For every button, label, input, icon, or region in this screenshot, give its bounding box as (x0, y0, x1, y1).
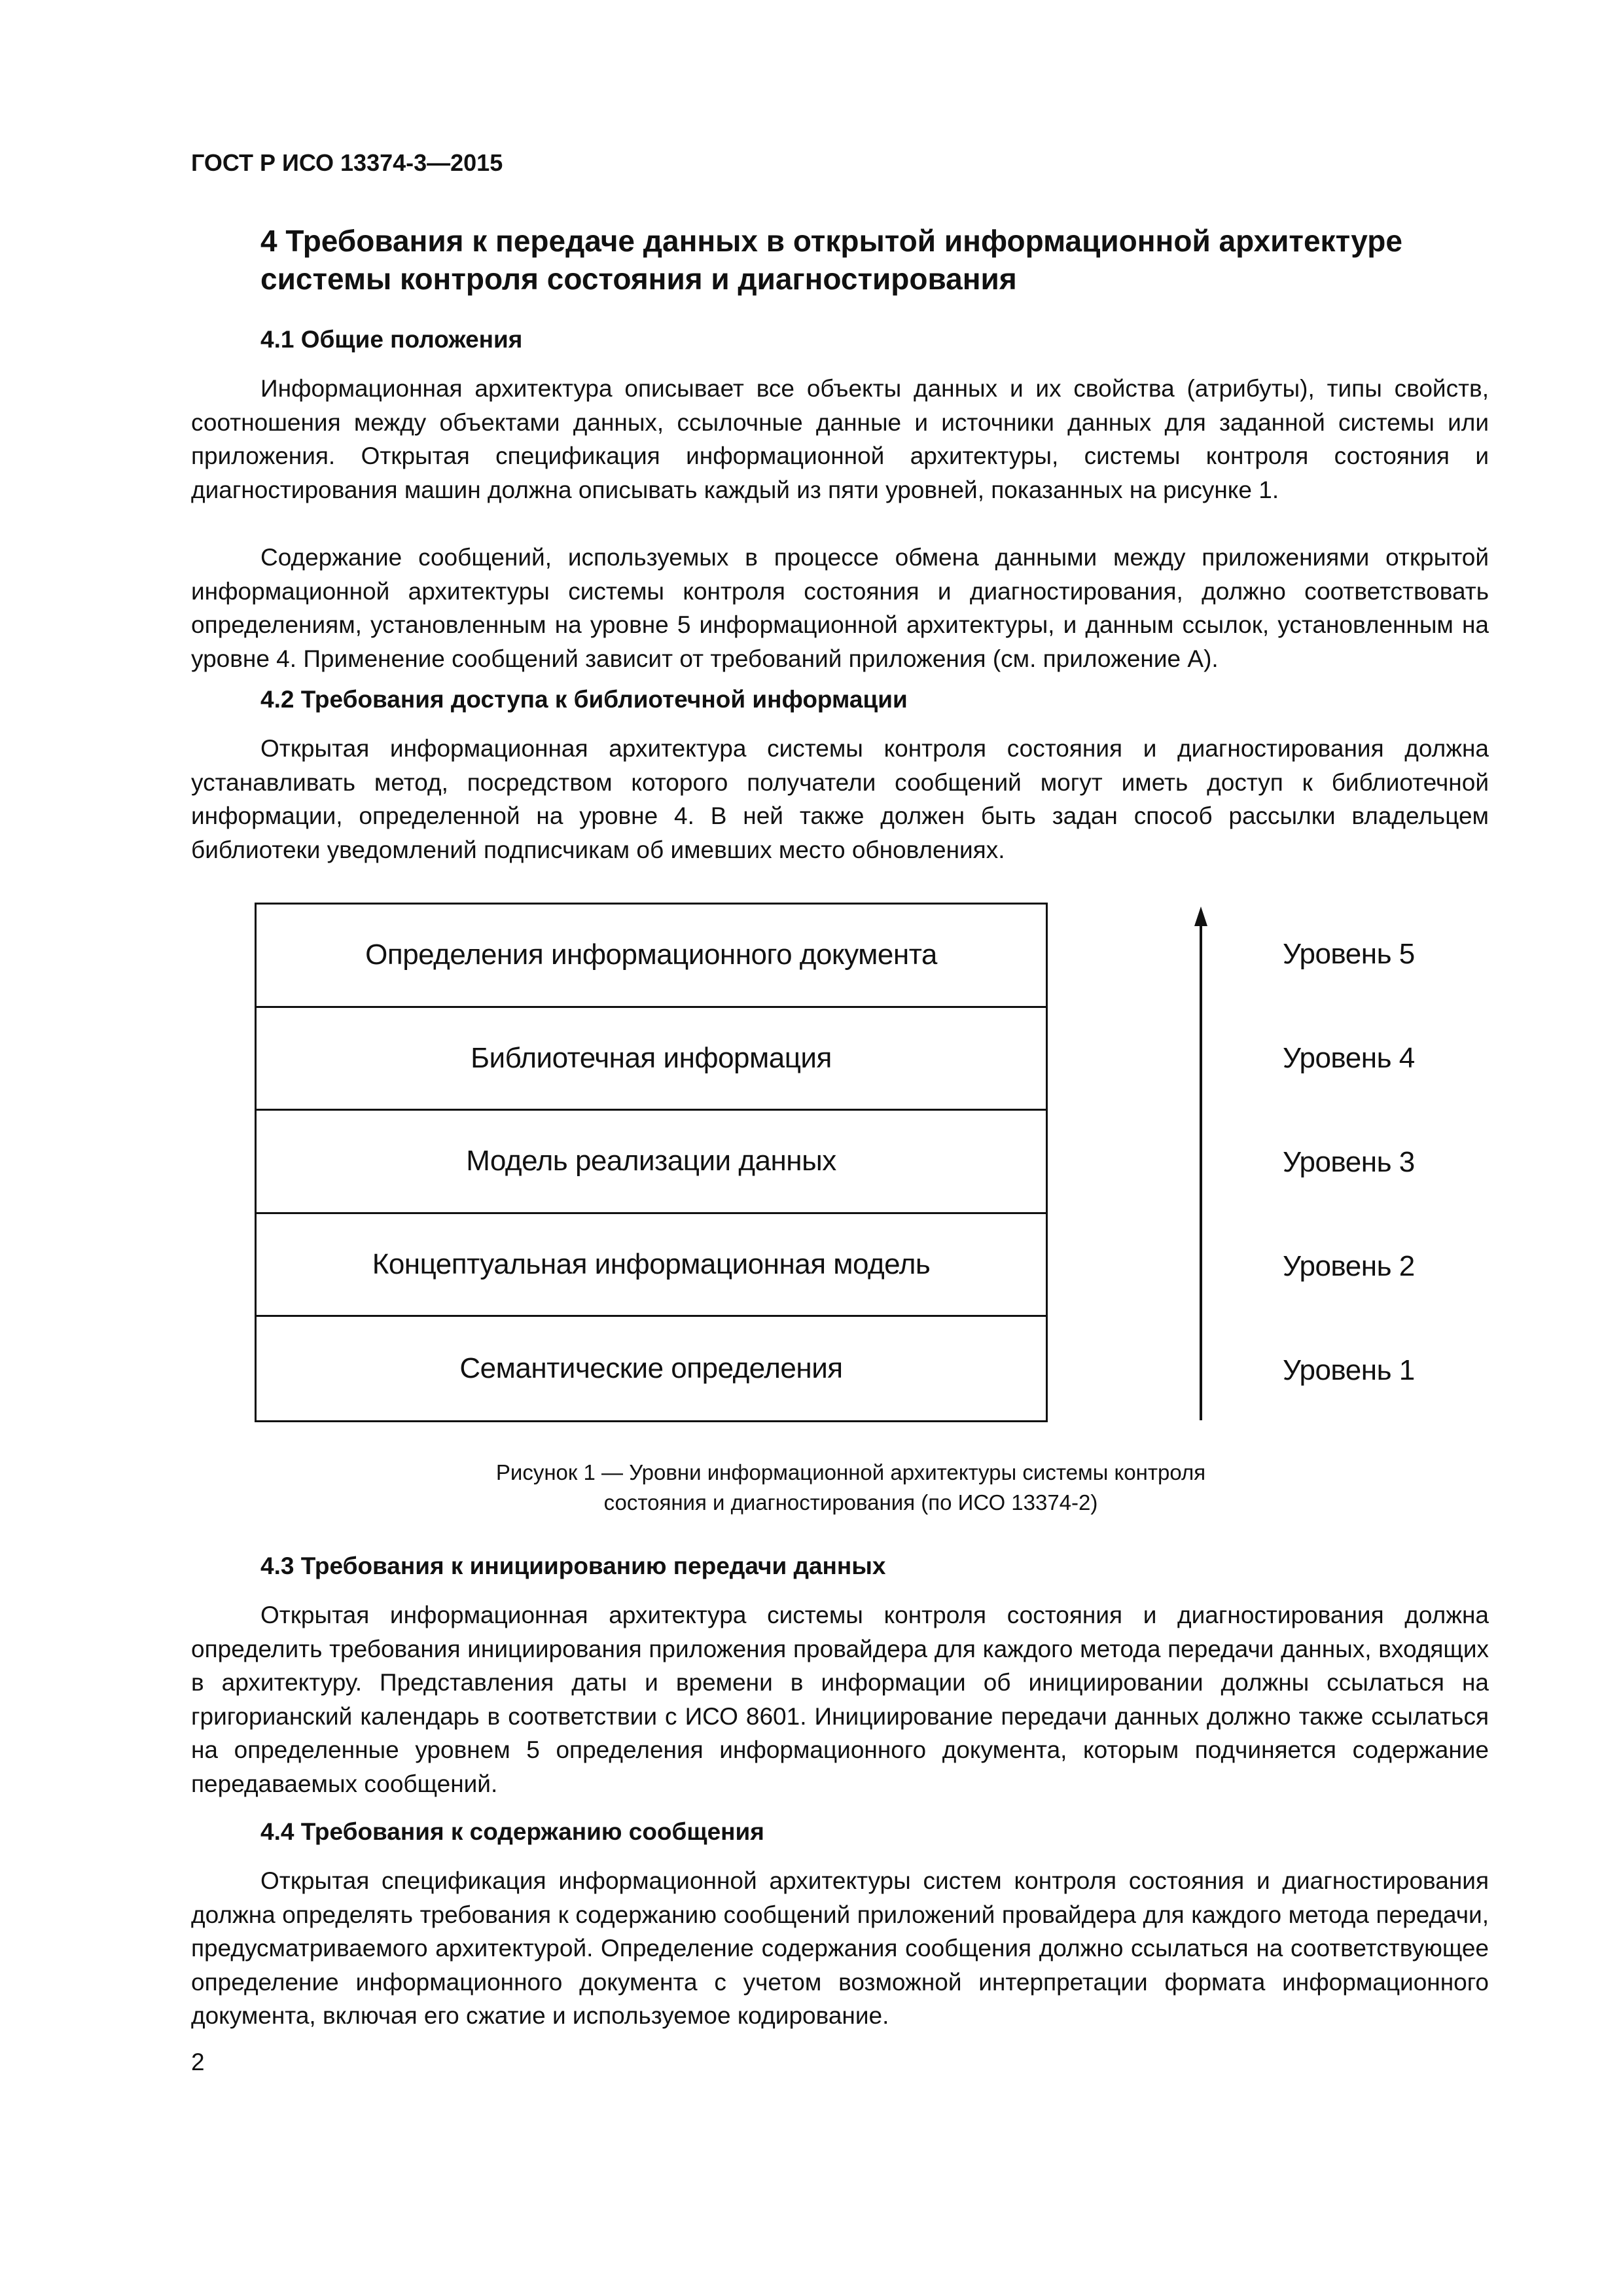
paragraph-4-1-1 (191, 372, 1489, 507)
level-labels (1283, 903, 1479, 1422)
subsection-title-4-3: 4.3 Требования к инициированию передачи данных (260, 1552, 886, 1579)
level-3-label: Уровень 3 (1283, 1146, 1415, 1178)
level-4-label: Уровень 4 (1283, 1042, 1415, 1075)
level-1-row: Семантические определения (459, 1352, 843, 1385)
caption-line-1: Рисунок 1 — Уровни информационной архитектуры системы контроля (495, 1460, 1206, 1484)
paragraph-text: Открытая спецификация информационной архитектуры систем контроля состояния и диагностирования должна определять требования к содержанию сообщений приложений провайдера для каждого метода передачи, предусматриваемого архитектурой. Определение содержания сообщения должно ссылаться на соответствующее определение информационного документа с учетом возможной интерпретации формата информационного документа, включая его сжатие и используемое кодирование. (191, 1867, 1489, 2029)
paragraph-4-3-1 (191, 1598, 1489, 1801)
figure-caption (262, 1458, 1440, 1518)
document-header: ГОСТ Р ИСО 13374-3—2015 (191, 149, 503, 176)
paragraph-4-2-1 (191, 732, 1489, 867)
section-title: 4 Требования к передаче данных в открытой информационной архитектуре системы контроля состояния и диагностирования (260, 224, 1402, 296)
architecture-levels-table (255, 903, 1048, 1422)
level-2-row: Концептуальная информационная модель (257, 1214, 1046, 1318)
subsection-title-4-1: 4.1 Общие положения (260, 326, 523, 353)
level-2-label: Уровень 2 (1283, 1249, 1415, 1282)
paragraph-text: Открытая информационная архитектура системы контроля состояния и диагностирования должна устанавливать метод, посредством которого получатели сообщений могут иметь доступ к библиотечной информации, определенной на уровне 4. В ней также должен быть задан способ рассылки владельцем библиотеки уведомлений подписчикам об имевших место обновлениях. (191, 735, 1489, 863)
subsection-title-4-4: 4.4 Требования к содержанию сообщения (260, 1818, 764, 1845)
arrow-up-icon (1188, 906, 1214, 1424)
paragraph-4-1-2 (191, 541, 1489, 675)
level-5-row: Определения информационного документа (257, 905, 1046, 1008)
level-4-row: Библиотечная информация (257, 1008, 1046, 1111)
paragraph-text: Информационная архитектура описывает все объекты данных и их свойства (атрибуты), типы свойств, соотношения между объектами данных, ссылочные данные и источники данных для заданной системы или приложения. Открытая спецификация информационной архитектуры, системы контроля состояния и диагностирования машин должна описывать каждый из пяти уровней, показанных на рисунке 1. (191, 375, 1489, 503)
level-1-label: Уровень 1 (1283, 1354, 1415, 1386)
page-number: 2 (191, 2049, 205, 2075)
paragraph-4-4-1 (191, 1864, 1489, 2033)
paragraph-text: Содержание сообщений, используемых в процессе обмена данными между приложениями открытой информационной архитектуры системы контроля состояния и диагностирования, должно соответствовать определениям, установленным на уровне 5 информационной архитектуры, и данным ссылок, установленным на уровне 4. Применение сообщений зависит от требований приложения (см. приложение А). (191, 544, 1489, 672)
paragraph-text: Открытая информационная архитектура системы контроля состояния и диагностирования должна определить требования инициирования приложения провайдера для каждого метода передачи данных, входящих в архитектуру. Представления даты и времени в информации об инициировании должны ссылаться на григорианский календарь в соответствии с ИСО 8601. Инициирование передачи данных должно также ссылаться на определенные уровнем 5 определения информационного документа, которым подчиняется содержание передаваемых сообщений. (191, 1602, 1489, 1797)
subsection-title-4-2: 4.2 Требования доступа к библиотечной информации (260, 686, 908, 713)
level-3-row: Модель реализации данных (257, 1111, 1046, 1214)
caption-line-2: состояния и диагностирования (по ИСО 13374-2) (603, 1490, 1098, 1515)
level-5-label: Уровень 5 (1283, 938, 1415, 971)
